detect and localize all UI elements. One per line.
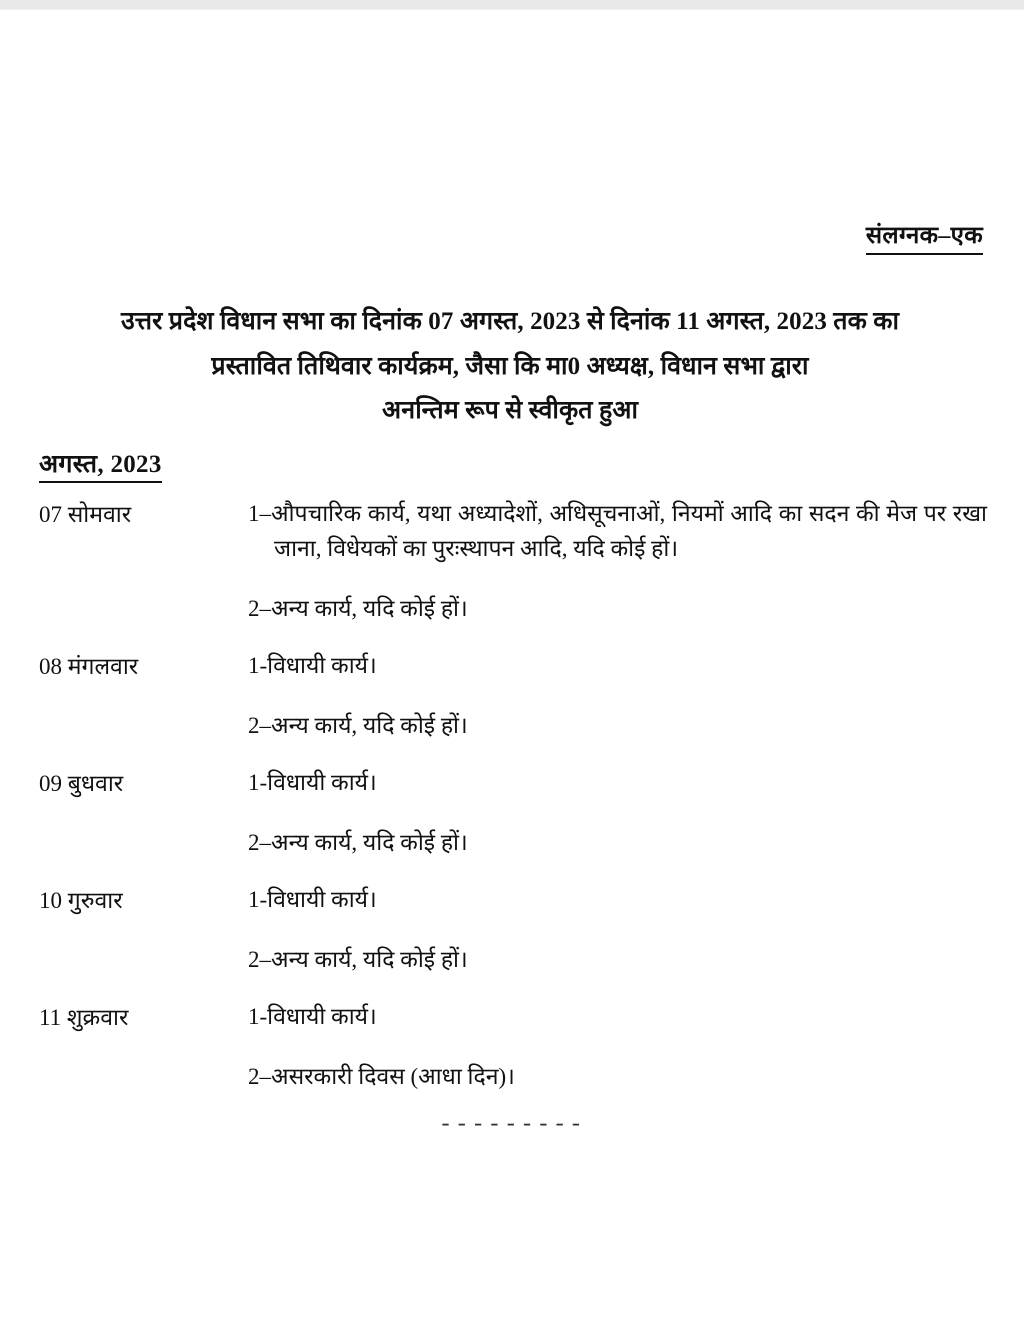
schedule-item: 1-विधायी कार्य। bbox=[248, 1003, 377, 1029]
schedule-row bbox=[39, 497, 987, 627]
schedule-day-items bbox=[248, 766, 987, 861]
month-header bbox=[39, 446, 162, 483]
schedule-row bbox=[39, 1000, 987, 1095]
schedule-day-items bbox=[248, 1000, 987, 1095]
end-of-document-rule: --------- bbox=[438, 1112, 586, 1138]
schedule-day-label: 09 बुधवार bbox=[39, 770, 124, 796]
schedule-row bbox=[39, 883, 987, 978]
schedule-day-items bbox=[248, 649, 987, 744]
schedule-day-label: 10 गुरुवार bbox=[39, 887, 123, 913]
schedule-item: 2–अन्य कार्य, यदि कोई हों। bbox=[248, 712, 468, 738]
page-title bbox=[55, 300, 965, 434]
schedule-day-label: 11 शुक्रवार bbox=[39, 1004, 129, 1030]
schedule-day-label: 07 सोमवार bbox=[39, 502, 132, 527]
schedule-item: 2–अन्य कार्य, यदि कोई हों। bbox=[248, 946, 468, 972]
schedule-row bbox=[39, 766, 987, 861]
schedule-item: 2–असरकारी दिवस (आधा दिन)। bbox=[248, 1063, 515, 1089]
page-title-line-2: प्रस्तावित तिथिवार कार्यक्रम, जैसा कि मा0 अध्यक्ष, विधान सभा द्वारा bbox=[211, 352, 809, 380]
schedule-item: 1-विधायी कार्य। bbox=[248, 769, 377, 795]
month-header-label: अगस्त, 2023 bbox=[39, 446, 162, 483]
schedule-day-items bbox=[248, 497, 987, 627]
schedule-item: 2–अन्य कार्य, यदि कोई हों। bbox=[248, 829, 468, 855]
schedule-row bbox=[39, 649, 987, 744]
page-title-line-3: अनन्तिम रूप से स्वीकृत हुआ bbox=[382, 397, 638, 424]
schedule-item: 1-विधायी कार्य। bbox=[248, 652, 377, 678]
annexure-label: संलग्नक–एक bbox=[866, 221, 983, 255]
schedule-list bbox=[39, 497, 987, 1094]
annexure-label-row bbox=[0, 221, 1024, 255]
schedule-item: 2–अन्य कार्य, यदि कोई हों। bbox=[248, 595, 468, 621]
schedule-item: 1-विधायी कार्य। bbox=[248, 886, 377, 912]
page-title-line-1: उत्तर प्रदेश विधान सभा का दिनांक 07 अगस्त, 2023 से दिनांक 11 अगस्त, 2023 तक का bbox=[120, 308, 900, 335]
schedule-day-label: 08 मंगलवार bbox=[39, 653, 139, 679]
schedule-item: 1–औपचारिक कार्य, यथा अध्यादेशों, अधिसूचनाओं, नियमों आदि का सदन की मेज पर रखा जाना, विधेयकों का पुरःस्थापन आदि, यदि कोई हों। bbox=[248, 501, 987, 561]
schedule-day-items bbox=[248, 883, 987, 978]
